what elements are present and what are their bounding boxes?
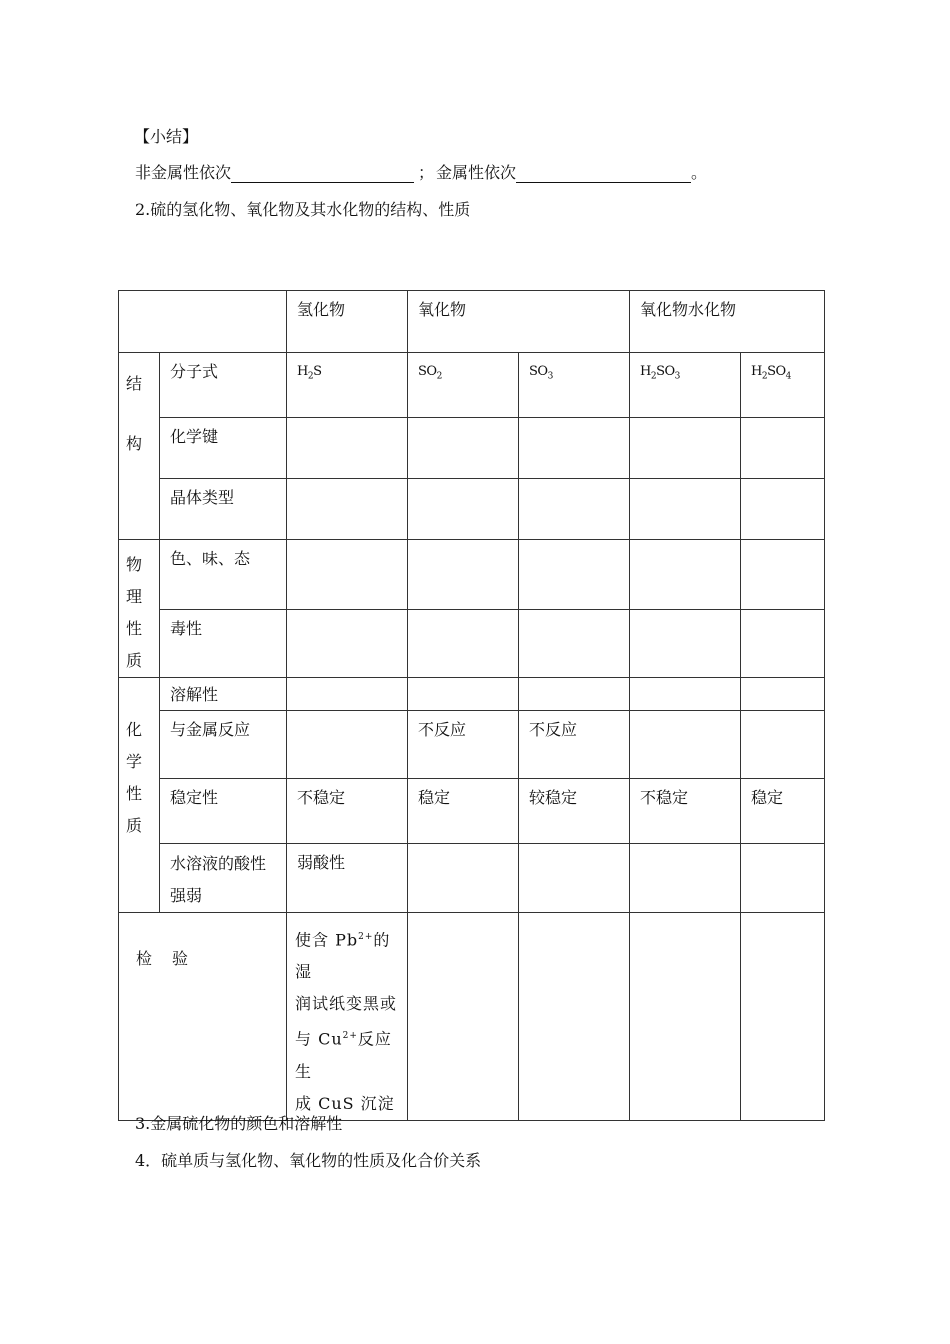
crystal-h2so3[interactable] xyxy=(630,479,741,540)
bond-label: 化学键 xyxy=(160,418,287,479)
toxicity-so2[interactable] xyxy=(408,609,519,677)
test-h2so3[interactable] xyxy=(630,913,741,1121)
toxicity-so3[interactable] xyxy=(519,609,630,677)
solubility-row xyxy=(119,678,825,711)
bond-so2[interactable] xyxy=(408,418,519,479)
stability-label: 稳定性 xyxy=(160,779,287,844)
solubility-h2so4[interactable] xyxy=(741,678,825,711)
color-row xyxy=(119,540,825,610)
metal-reaction-h2s[interactable] xyxy=(287,711,408,779)
metal-reaction-h2so3[interactable] xyxy=(630,711,741,779)
test-label: 检 验 xyxy=(119,913,287,1121)
bond-h2so3[interactable] xyxy=(630,418,741,479)
acidity-label: 水溶液的酸性 强弱 xyxy=(160,844,287,913)
formula-so3: $SO_3$ xyxy=(519,353,630,418)
bond-row xyxy=(119,418,825,479)
test-h2s: 使含 $Pb^{2+}$的湿 润试纸变黑或 与 $Cu^{2+}$反应生 成 CuS 沉淀 xyxy=(287,913,408,1121)
chemical-group: 化 学 性 质 xyxy=(119,678,160,913)
crystal-row xyxy=(119,479,825,540)
acidity-so2[interactable] xyxy=(408,844,519,913)
stability-row xyxy=(119,779,825,844)
formula-h2s: $H_2S$ xyxy=(287,353,408,418)
crystal-so2[interactable] xyxy=(408,479,519,540)
formula-row xyxy=(119,353,825,418)
toxicity-label: 毒性 xyxy=(160,609,287,677)
color-h2so3[interactable] xyxy=(630,540,741,610)
separator: ； xyxy=(418,163,435,182)
section2-title: 2.硫的氢化物、氧化物及其水化物的结构、性质 xyxy=(135,200,471,219)
stability-so3: 较稳定 xyxy=(519,779,630,844)
stability-h2so4: 稳定 xyxy=(741,779,825,844)
summary-heading: 【小结】 xyxy=(134,127,199,146)
test-so3[interactable] xyxy=(519,913,630,1121)
crystal-h2s[interactable] xyxy=(287,479,408,540)
toxicity-h2so3[interactable] xyxy=(630,609,741,677)
solubility-so2[interactable] xyxy=(408,678,519,711)
metal-reaction-label: 与金属反应 xyxy=(160,711,287,779)
acidity-row xyxy=(119,844,825,913)
solubility-h2so3[interactable] xyxy=(630,678,741,711)
acidity-h2so4[interactable] xyxy=(741,844,825,913)
metal-blank[interactable] xyxy=(516,166,691,183)
metal-reaction-row xyxy=(119,711,825,779)
color-so3[interactable] xyxy=(519,540,630,610)
structure-group: 结 构 xyxy=(119,353,160,540)
bond-h2so4[interactable] xyxy=(741,418,825,479)
acidity-h2so3[interactable] xyxy=(630,844,741,913)
section4-title: 4．硫单质与氢化物、氧化物的性质及化合价关系 xyxy=(135,1151,482,1170)
crystal-h2so4[interactable] xyxy=(741,479,825,540)
nonmetal-blank[interactable] xyxy=(231,166,414,183)
header-oxide: 氧化物 xyxy=(408,291,630,353)
summary-line xyxy=(135,163,707,183)
toxicity-row xyxy=(119,609,825,677)
formula-label: 分子式 xyxy=(160,353,287,418)
header-hydrate: 氧化物水化物 xyxy=(630,291,825,353)
header-empty xyxy=(119,291,287,353)
metal-reaction-h2so4[interactable] xyxy=(741,711,825,779)
color-label: 色、味、态 xyxy=(160,540,287,610)
metal-label: 金属性依次 xyxy=(436,163,517,182)
color-h2so4[interactable] xyxy=(741,540,825,610)
toxicity-h2so4[interactable] xyxy=(741,609,825,677)
bond-h2s[interactable] xyxy=(287,418,408,479)
sulfur-compounds-table xyxy=(118,290,825,1121)
formula-h2so3: $H_2SO_3$ xyxy=(630,353,741,418)
formula-so2: $SO_2$ xyxy=(408,353,519,418)
bond-so3[interactable] xyxy=(519,418,630,479)
metal-reaction-so3: 不反应 xyxy=(519,711,630,779)
color-so2[interactable] xyxy=(408,540,519,610)
header-row xyxy=(119,291,825,353)
formula-h2so4: $H_2SO_4$ xyxy=(741,353,825,418)
metal-reaction-so2: 不反应 xyxy=(408,711,519,779)
crystal-so3[interactable] xyxy=(519,479,630,540)
solubility-so3[interactable] xyxy=(519,678,630,711)
section3-title: 3.金属硫化物的颜色和溶解性 xyxy=(135,1114,343,1133)
crystal-label: 晶体类型 xyxy=(160,479,287,540)
solubility-h2s[interactable] xyxy=(287,678,408,711)
stability-so2: 稳定 xyxy=(408,779,519,844)
header-hydride: 氢化物 xyxy=(287,291,408,353)
test-h2so4[interactable] xyxy=(741,913,825,1121)
color-h2s[interactable] xyxy=(287,540,408,610)
line-end: 。 xyxy=(691,163,708,182)
nonmetal-label: 非金属性依次 xyxy=(135,163,232,182)
physical-group: 物 理 性 质 xyxy=(119,540,160,678)
acidity-so3[interactable] xyxy=(519,844,630,913)
solubility-label: 溶解性 xyxy=(160,678,287,711)
stability-h2s: 不稳定 xyxy=(287,779,408,844)
test-row xyxy=(119,913,825,1121)
toxicity-h2s[interactable] xyxy=(287,609,408,677)
acidity-h2s: 弱酸性 xyxy=(287,844,408,913)
test-so2[interactable] xyxy=(408,913,519,1121)
stability-h2so3: 不稳定 xyxy=(630,779,741,844)
